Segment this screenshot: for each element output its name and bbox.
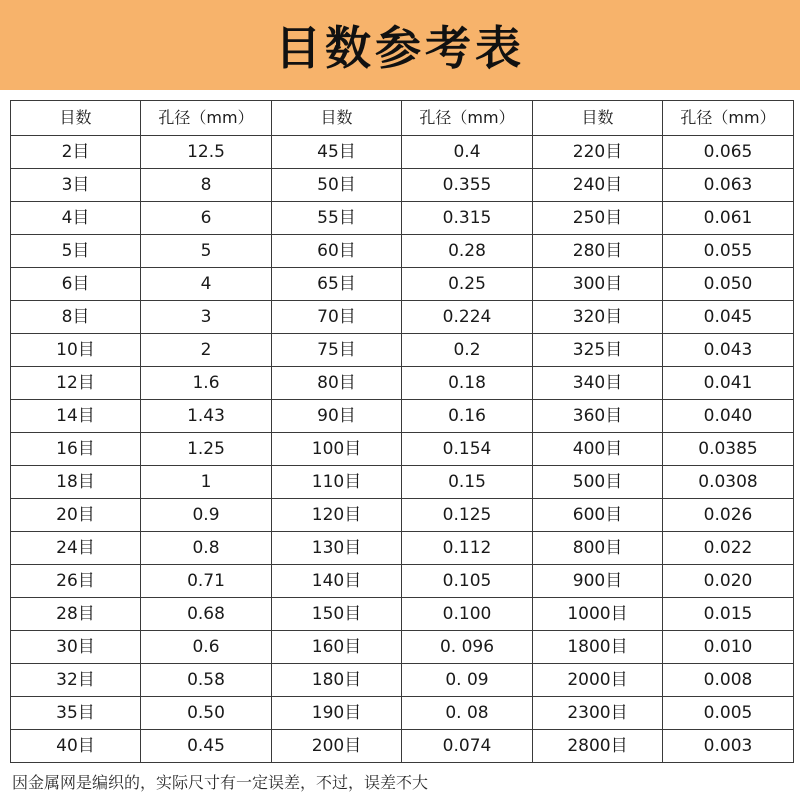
aperture-cell: 0.041: [663, 367, 794, 400]
header-aperture-1: 孔径（mm）: [141, 101, 272, 136]
mesh-cell: 190目: [272, 697, 402, 730]
aperture-cell: 0.45: [141, 730, 272, 763]
mesh-cell: 100目: [272, 433, 402, 466]
table-row: [11, 169, 794, 202]
mesh-cell: 55目: [272, 202, 402, 235]
mesh-cell: 2300目: [533, 697, 663, 730]
aperture-cell: 0.005: [663, 697, 794, 730]
table-row: [11, 565, 794, 598]
page-title: 目数参考表: [275, 21, 525, 75]
mesh-cell: 280目: [533, 235, 663, 268]
mesh-cell: 14目: [11, 400, 141, 433]
aperture-cell: 0.355: [402, 169, 533, 202]
mesh-cell: 200目: [272, 730, 402, 763]
table-header-row: [11, 101, 794, 136]
aperture-cell: 0.68: [141, 598, 272, 631]
mesh-cell: 12目: [11, 367, 141, 400]
aperture-cell: 4: [141, 268, 272, 301]
mesh-cell: 18目: [11, 466, 141, 499]
mesh-cell: 400目: [533, 433, 663, 466]
mesh-cell: 80目: [272, 367, 402, 400]
mesh-cell: 1800目: [533, 631, 663, 664]
mesh-cell: 160目: [272, 631, 402, 664]
mesh-cell: 300目: [533, 268, 663, 301]
mesh-cell: 26目: [11, 565, 141, 598]
mesh-cell: 28目: [11, 598, 141, 631]
mesh-cell: 110目: [272, 466, 402, 499]
table-row: [11, 367, 794, 400]
aperture-cell: 0.8: [141, 532, 272, 565]
header-mesh-3: 目数: [533, 101, 663, 136]
header-aperture-3: 孔径（mm）: [663, 101, 794, 136]
mesh-cell: 360目: [533, 400, 663, 433]
aperture-cell: 0.026: [663, 499, 794, 532]
aperture-cell: 0.125: [402, 499, 533, 532]
mesh-cell: 50目: [272, 169, 402, 202]
mesh-cell: 130目: [272, 532, 402, 565]
mesh-cell: 65目: [272, 268, 402, 301]
aperture-cell: 0.25: [402, 268, 533, 301]
title-banner: [0, 0, 800, 90]
aperture-cell: 5: [141, 235, 272, 268]
mesh-cell: 500目: [533, 466, 663, 499]
table-row: [11, 499, 794, 532]
aperture-cell: 2: [141, 334, 272, 367]
aperture-cell: 12.5: [141, 136, 272, 169]
mesh-cell: 600目: [533, 499, 663, 532]
mesh-cell: 240目: [533, 169, 663, 202]
aperture-cell: 0.112: [402, 532, 533, 565]
table-row: [11, 532, 794, 565]
aperture-cell: 0.003: [663, 730, 794, 763]
aperture-cell: 0.71: [141, 565, 272, 598]
aperture-cell: 0.015: [663, 598, 794, 631]
mesh-cell: 320目: [533, 301, 663, 334]
table-row: [11, 631, 794, 664]
aperture-cell: 0.065: [663, 136, 794, 169]
table-row: [11, 730, 794, 763]
mesh-table-container: [10, 100, 792, 758]
table-row: [11, 598, 794, 631]
table-body: [11, 136, 794, 763]
mesh-cell: 2000目: [533, 664, 663, 697]
aperture-cell: 0.043: [663, 334, 794, 367]
aperture-cell: 0.055: [663, 235, 794, 268]
mesh-cell: 250目: [533, 202, 663, 235]
mesh-cell: 340目: [533, 367, 663, 400]
aperture-cell: 0.224: [402, 301, 533, 334]
header-mesh-1: 目数: [11, 101, 141, 136]
mesh-cell: 325目: [533, 334, 663, 367]
mesh-cell: 70目: [272, 301, 402, 334]
aperture-cell: 0.18: [402, 367, 533, 400]
aperture-cell: 0.154: [402, 433, 533, 466]
aperture-cell: 0.040: [663, 400, 794, 433]
mesh-cell: 220目: [533, 136, 663, 169]
aperture-cell: 0.2: [402, 334, 533, 367]
mesh-cell: 120目: [272, 499, 402, 532]
mesh-cell: 35目: [11, 697, 141, 730]
table-row: [11, 334, 794, 367]
mesh-cell: 1000目: [533, 598, 663, 631]
mesh-cell: 6目: [11, 268, 141, 301]
mesh-cell: 150目: [272, 598, 402, 631]
aperture-cell: 1.6: [141, 367, 272, 400]
table-row: [11, 664, 794, 697]
aperture-cell: 0.100: [402, 598, 533, 631]
aperture-cell: 0.6: [141, 631, 272, 664]
table-row: [11, 466, 794, 499]
table-row: [11, 400, 794, 433]
mesh-cell: 45目: [272, 136, 402, 169]
aperture-cell: 0.045: [663, 301, 794, 334]
mesh-cell: 16目: [11, 433, 141, 466]
aperture-cell: 0.58: [141, 664, 272, 697]
aperture-cell: 0. 096: [402, 631, 533, 664]
aperture-cell: 0.16: [402, 400, 533, 433]
mesh-cell: 30目: [11, 631, 141, 664]
aperture-cell: 0.315: [402, 202, 533, 235]
footer-note: 因金属网是编织的，实际尺寸有一定误差，不过，误差不大: [12, 773, 429, 792]
table-row: [11, 202, 794, 235]
aperture-cell: 1.25: [141, 433, 272, 466]
aperture-cell: 8: [141, 169, 272, 202]
table-row: [11, 697, 794, 730]
aperture-cell: 0.105: [402, 565, 533, 598]
aperture-cell: 0.50: [141, 697, 272, 730]
aperture-cell: 0.15: [402, 466, 533, 499]
aperture-cell: 0.9: [141, 499, 272, 532]
mesh-cell: 32目: [11, 664, 141, 697]
mesh-cell: 5目: [11, 235, 141, 268]
mesh-cell: 75目: [272, 334, 402, 367]
header-mesh-2: 目数: [272, 101, 402, 136]
aperture-cell: 0. 08: [402, 697, 533, 730]
aperture-cell: 1: [141, 466, 272, 499]
mesh-cell: 10目: [11, 334, 141, 367]
table-row: [11, 235, 794, 268]
aperture-cell: 1.43: [141, 400, 272, 433]
mesh-cell: 90目: [272, 400, 402, 433]
aperture-cell: 0.022: [663, 532, 794, 565]
mesh-cell: 60目: [272, 235, 402, 268]
mesh-cell: 900目: [533, 565, 663, 598]
aperture-cell: 0.010: [663, 631, 794, 664]
aperture-cell: 0.061: [663, 202, 794, 235]
header-aperture-2: 孔径（mm）: [402, 101, 533, 136]
table-row: [11, 136, 794, 169]
aperture-cell: 0.063: [663, 169, 794, 202]
table-row: [11, 301, 794, 334]
aperture-cell: 0.0308: [663, 466, 794, 499]
mesh-cell: 40目: [11, 730, 141, 763]
aperture-cell: 0.0385: [663, 433, 794, 466]
mesh-cell: 4目: [11, 202, 141, 235]
table-row: [11, 268, 794, 301]
aperture-cell: 3: [141, 301, 272, 334]
mesh-cell: 3目: [11, 169, 141, 202]
aperture-cell: 0.020: [663, 565, 794, 598]
mesh-cell: 180目: [272, 664, 402, 697]
aperture-cell: 0.008: [663, 664, 794, 697]
mesh-cell: 800目: [533, 532, 663, 565]
mesh-cell: 2目: [11, 136, 141, 169]
aperture-cell: 6: [141, 202, 272, 235]
mesh-cell: 20目: [11, 499, 141, 532]
mesh-cell: 140目: [272, 565, 402, 598]
mesh-cell: 2800目: [533, 730, 663, 763]
mesh-reference-table: [10, 100, 794, 763]
aperture-cell: 0.28: [402, 235, 533, 268]
aperture-cell: 0.074: [402, 730, 533, 763]
aperture-cell: 0. 09: [402, 664, 533, 697]
mesh-cell: 8目: [11, 301, 141, 334]
aperture-cell: 0.4: [402, 136, 533, 169]
table-row: [11, 433, 794, 466]
mesh-cell: 24目: [11, 532, 141, 565]
aperture-cell: 0.050: [663, 268, 794, 301]
